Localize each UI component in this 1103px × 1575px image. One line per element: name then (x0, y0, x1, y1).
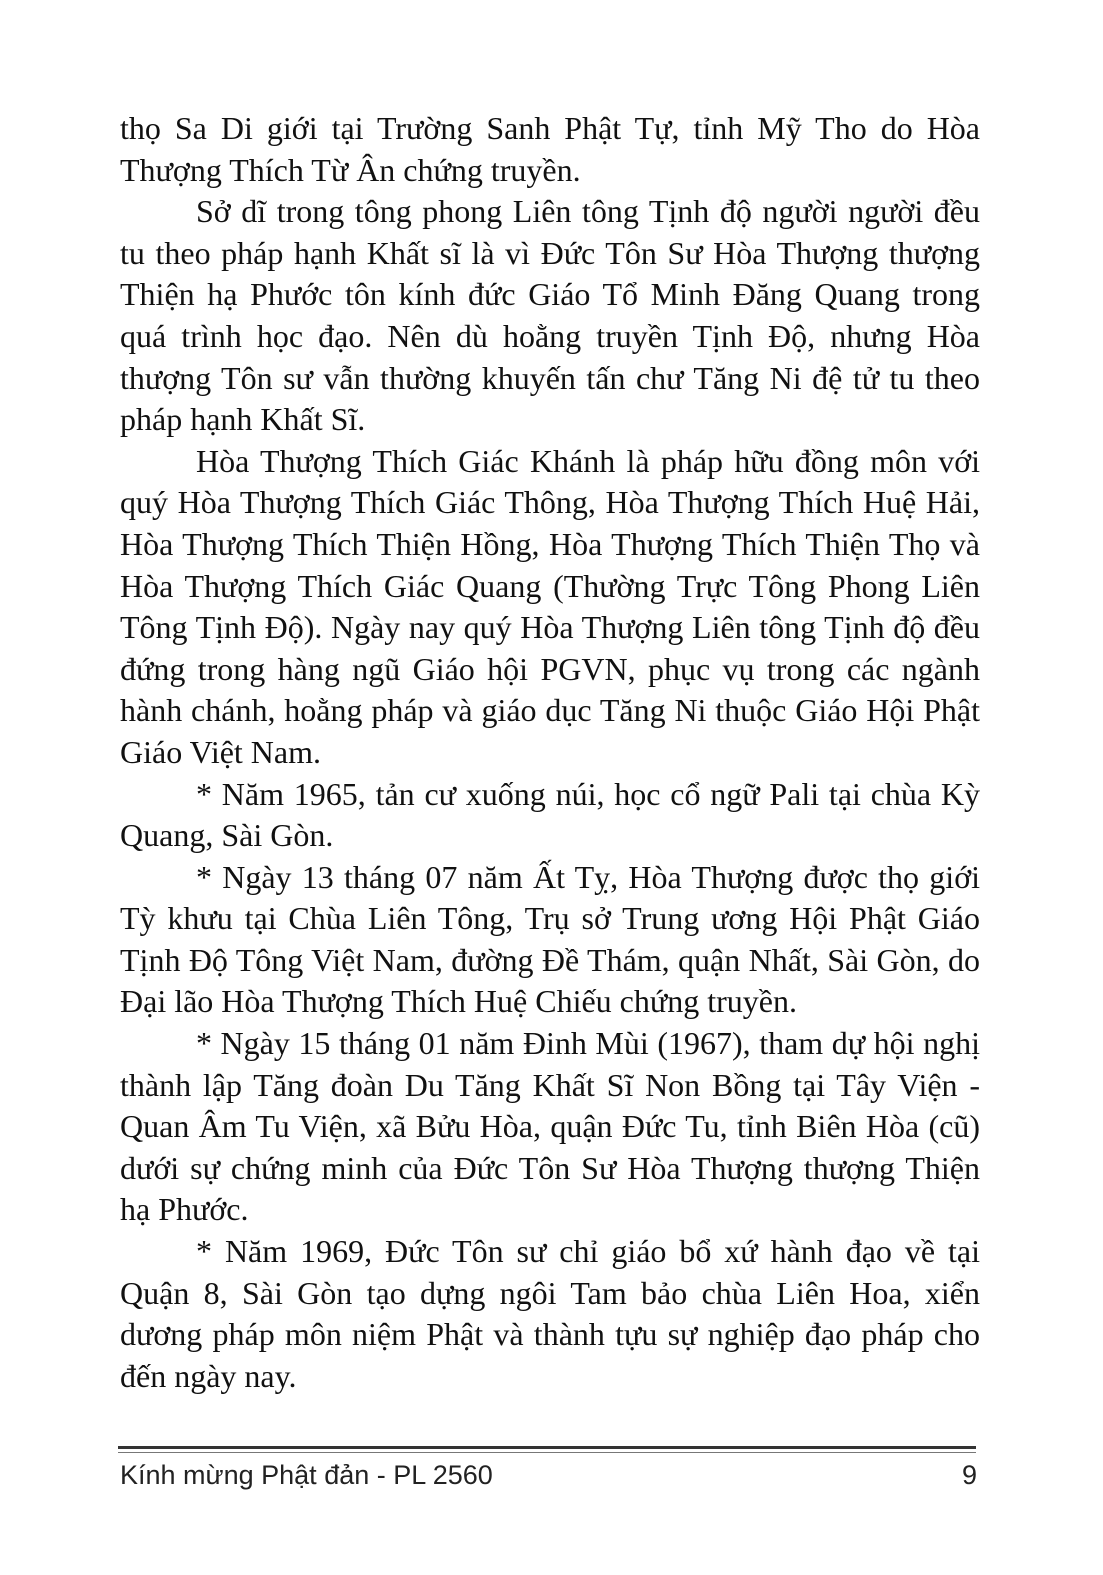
page-number: 9 (961, 1460, 977, 1490)
body-text (120, 108, 980, 1397)
footer-divider-thin (118, 1452, 976, 1453)
paragraph-tong-phong: Sở dĩ trong tông phong Liên tông Tịnh độ người người đều tu theo pháp hạnh Khất sĩ là vì Đức Tôn Sư Hòa Thượng thượng Thiện hạ Phước tôn kính đức Giáo Tổ Minh Đăng Quang trong quá trình học đạo. Nên dù hoằng truyền Tịnh Độ, nhưng Hòa thượng Tôn sư vẫn thường khuyến tấn chư Tăng Ni đệ tử tu theo pháp hạnh Khất Sĩ. (120, 193, 980, 438)
paragraph-at-ty: * Ngày 13 tháng 07 năm Ất Tỵ, Hòa Thượng được thọ giới Tỳ khưu tại Chùa Liên Tông, Trụ sở Trung ương Hội Phật Giáo Tịnh Độ Tông Việt Nam, đường Đề Thám, quận Nhất, Sài Gòn, do Đại lão Hòa Thượng Thích Huệ Chiếu chứng truyền. (120, 858, 980, 1020)
footer-title: Kính mừng Phật đản - PL 2560 (120, 1460, 493, 1490)
paragraph-1967: * Ngày 15 tháng 01 năm Đinh Mùi (1967), tham dự hội nghị thành lập Tăng đoàn Du Tăng Khất Sĩ Non Bồng tại Tây Viện - Quan Âm Tu Viện, xã Bửu Hòa, quận Đức Tu, tỉnh Biên Hòa (cũ) dưới sự chứng minh của Đức Tôn Sư Hòa Thượng thượng Thiện hạ Phước. (120, 1025, 980, 1228)
footer-divider (118, 1446, 976, 1449)
paragraph-continuation: thọ Sa Di giới tại Trường Sanh Phật Tự, tỉnh Mỹ Tho do Hòa Thượng Thích Từ Ân chứng truyền. (120, 110, 980, 188)
paragraph-phap-huu: Hòa Thượng Thích Giác Khánh là pháp hữu đồng môn với quý Hòa Thượng Thích Giác Thông, Hòa Thượng Thích Huệ Hải, Hòa Thượng Thích Thiện Hồng, Hòa Thượng Thích Thiện Thọ và Hòa Thượng Thích Giác Quang (Thường Trực Tông Phong Liên Tông Tịnh Độ). Ngày nay quý Hòa Thượng Liên tông Tịnh độ đều đứng trong hàng ngũ Giáo hội PGVN, phục vụ trong các ngành hành chánh, hoằng pháp và giáo dục Tăng Ni thuộc Giáo Hội Phật Giáo Việt Nam. (120, 442, 980, 770)
paragraph-1969: * Năm 1969, Đức Tôn sư chỉ giáo bổ xứ hành đạo về tại Quận 8, Sài Gòn tạo dựng ngôi Tam bảo chùa Liên Hoa, xiển dương pháp môn niệm Phật và thành tựu sự nghiệp đạo pháp cho đến ngày nay. (120, 1233, 980, 1394)
paragraph-1965: * Năm 1965, tản cư xuống núi, học cổ ngữ Pali tại chùa Kỳ Quang, Sài Gòn. (120, 775, 980, 854)
